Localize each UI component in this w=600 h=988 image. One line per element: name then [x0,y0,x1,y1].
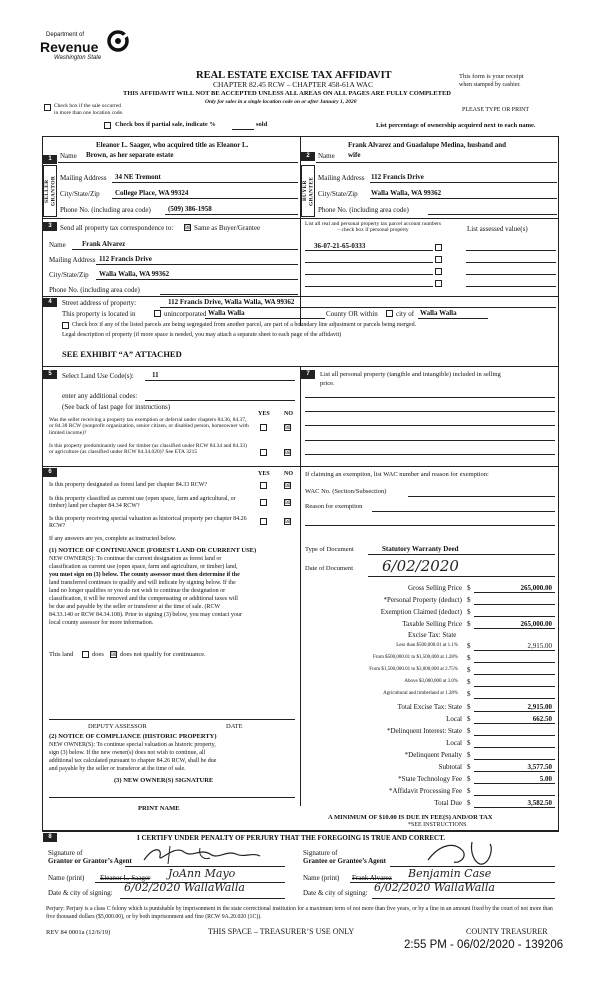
buyer-side-label: BUYER GRANTEE [302,176,315,206]
total-state-dollar: $ [467,703,471,711]
section-8-badge: 8 [43,833,57,842]
delinq-local-label: Local [446,739,462,747]
if-yes: If any answers are yes, complete as instructed below. [49,536,177,542]
yes-header-6: YES [258,471,270,477]
buyer-city-label: City/State/Zip [318,190,358,198]
tier-4-label: Above $3,000,000 at 3.0% [404,679,458,684]
partial-sale-label: Check box if partial sale, indicate % [115,121,216,128]
grantor-sig-label-2: Grantor or Grantor’s Agent [48,857,132,865]
notice-1-line: be due and payable by the seller or transferor at the time of sale. (RCW [49,604,221,610]
correspondence-label: Send all property tax correspondence to: [60,224,174,232]
notice-1-line: NEW OWNER(S): To continue the current designation as forest land or [49,556,222,562]
this-land-label: This land [49,651,74,658]
buyer-mailing: 112 Francis Drive [371,173,424,181]
seller-city: College Place, WA 99324 [115,189,189,197]
taxable-dollar: $ [467,620,471,628]
corr-city: Walla Walla, WA 99362 [99,270,170,278]
section-5-badge: 5 [43,370,57,379]
section-4-badge: 4 [43,298,57,307]
receipt-note-2: when stamped by cashier. [459,82,521,88]
total-state-value: 2,915.00 [527,703,552,711]
q6-3-yes-checkbox[interactable] [260,518,267,525]
deputy-assessor: DEPUTY ASSESSOR [88,723,147,730]
grantor-print-hw: JoAnn Mayo [168,867,236,880]
exemption-label: If claiming an exemption, list WAC number and reason for exemption: [305,471,489,478]
q6-3-no[interactable] [284,517,291,525]
grantee-sig-label-1: Signature of [303,849,338,857]
multi-location-checkbox[interactable] [44,104,51,111]
grantor-name-label: Name (print) [48,874,85,882]
notice-1-body [49,555,242,627]
wac-label: WAC No. (Section/Subsection) [305,488,387,495]
receipt-note: This form is your receipt [459,73,524,80]
q5-2-yes[interactable] [260,448,267,456]
new-owner-sig: (3) NEW OWNER(S) SIGNATURE [114,777,214,784]
same-as-checkbox[interactable]: ☒ [185,223,191,231]
additional-codes: enter any additional codes: [62,392,138,400]
parcel-pp-check-4[interactable] [435,279,442,287]
doc-date-value: 6/02/2020 [382,557,459,575]
unincorporated-label: unincorporated [164,310,207,318]
corr-mailing-label: Mailing Address [49,256,96,264]
multi-location-label: Check box if the sale occurred [54,103,122,109]
parcel-pp-checkbox-4[interactable] [435,280,442,287]
legal-desc-label: Legal description of property (if more space is needed, you may attach a separate sheet to each page of the affidavit) [62,332,342,338]
buyer-name-label: Name [318,152,335,160]
q5-1-no[interactable] [284,423,291,431]
seller-mailing-label: Mailing Address [60,174,107,182]
q5-2-yes-checkbox[interactable] [260,449,267,456]
county-value: Walla Walla [208,309,245,317]
total-due-label: Total Due [434,799,462,807]
corr-name: Frank Alvarez [82,240,126,248]
city-of-checkbox[interactable] [386,310,393,317]
grantee-print-struck: Frank Alvarez [352,874,392,882]
grantor-date-hw: 6/02/2020 WallaWalla [124,881,245,894]
q6-2: Is this property classified as current use (open space, farm and agricultural, or timber) land per chapter 84.34 RCW? [49,496,236,509]
land-use-label: Select Land Use Code(s): [62,372,134,380]
q6-1-no[interactable] [284,481,291,489]
buyer-mailing-label: Mailing Address [318,174,365,182]
minimum-due: A MINIMUM OF $10.00 IS DUE IN FEE(S) AND/OR TAX [328,814,493,821]
tech-fee-dollar: $ [467,775,471,783]
does-label: does [92,651,104,658]
notice-2-line: NEW OWNER(S): To continue special valuation as historic property, [49,742,216,748]
q5-1-yes[interactable] [260,423,267,431]
personal-property-label-2: price. [320,380,335,387]
tech-fee-value: 5.00 [539,775,552,783]
section-7-badge: 7 [301,370,315,379]
exemption-dollar: $ [467,608,471,616]
exemption-deduct-label: Exemption Claimed (deduct) [380,608,462,616]
q6-1-no-checkbox[interactable]: ☒ [285,481,291,489]
ownership-pct: List percentage of ownership acquired next to each name. [376,122,536,129]
grantor-signature [140,842,280,868]
q6-1-yes[interactable] [260,481,267,489]
notice-2-body [49,741,216,773]
located-in-label: This property is located in [62,310,136,318]
dor-logo [40,30,140,66]
q5-2-no-checkbox[interactable]: ☒ [285,448,291,456]
grantor-date-label: Date & city of signing: [48,889,113,897]
street-label: Street address of property: [62,299,137,307]
does-not-check[interactable] [110,650,117,658]
grantee-date-hw: 6/02/2020 WallaWalla [374,881,495,894]
partial-sale-check[interactable] [104,121,111,129]
segregated-check[interactable] [62,321,69,329]
notice-1-line: you must sign on (3) below. The county assessor must then determine if the [49,572,240,578]
delinq-state-label: *Delinquent Interest: State [386,727,462,735]
total-due-dollar: $ [467,799,471,807]
form-chapter: CHAPTER 82.45 RCW – CHAPTER 458-61A WAC [213,80,373,89]
notice-1-line: classification, it will be removed and the compensating or additional taxes will [49,596,238,602]
q6-3-yes[interactable] [260,517,267,525]
buyer-phone-label: Phone No. (including area code) [318,206,409,214]
assessed-header: List assessed value(s) [467,225,528,233]
unincorporated-check[interactable] [154,309,161,317]
local-dollar: $ [467,715,471,723]
gross-dollar: $ [467,584,471,592]
certify-statement: I CERTIFY UNDER PENALTY OF PERJURY THAT THE FOREGOING IS TRUE AND CORRECT. [137,834,446,842]
unincorporated-checkbox[interactable] [154,310,161,317]
yes-header-5: YES [258,411,270,417]
q5-1-yes-checkbox[interactable] [260,424,267,431]
tier-4-dollar: $ [467,678,471,686]
seller-name-2: Brown, as her separate estate [86,151,174,159]
parcel-pp-check-3[interactable] [435,267,442,275]
partial-sale-checkbox[interactable] [104,122,111,129]
q6-2-no[interactable] [284,498,291,506]
grantee-name-label: Name (print) [303,874,340,882]
grantee-date-label: Date & city of signing: [303,889,368,897]
same-as-check[interactable] [184,223,191,231]
city-value: Walla Walla [420,309,457,317]
dept-state: Washington State [54,55,102,61]
form-title: REAL ESTATE EXCISE TAX AFFIDAVIT [196,70,392,81]
segregated-checkbox[interactable] [62,322,69,329]
personal-dollar: $ [467,596,471,604]
city-of-check[interactable] [386,309,393,317]
delinq-state-dollar: $ [467,727,471,735]
personal-property-label: List all personal property (tangible and intangible) included in selling [320,371,501,378]
seller-name-1: Eleanor L. Saager, who acquired title as Eleanor L. [96,141,249,149]
delinq-local-dollar: $ [467,739,471,747]
deputy-date: DATE [226,723,243,730]
personal-deduct-label: *Personal Property (deduct) [383,596,462,604]
q6-2-yes-checkbox[interactable] [260,499,267,506]
cashier-stamp: 2:55 PM - 06/02/2020 - 139206 [404,939,564,951]
notice-1-line: land transferred continues to qualify and will indicate by signing below. If the [49,580,236,586]
taxable-label: Taxable Selling Price [402,620,462,628]
tier-5-dollar: $ [467,690,471,698]
exhibit-a: SEE EXHIBIT “A” ATTACHED [62,349,182,359]
multi-location-label-2: in more than one location code. [54,110,124,116]
form-only-for: Only for sales in a single location code on or after January 1, 2020 [205,99,357,105]
gross-value: 265,000.00 [520,584,552,592]
taxable-value: 265,000.00 [520,620,552,628]
subtotal-value: 3,577.50 [527,763,552,771]
notice-2-title: (2) NOTICE OF COMPLIANCE (HISTORIC PROPERTY) [49,733,217,740]
perjury-notice: Perjury: Perjury is a class C felony which is punishable by imprisonment in the state correctional institution for a maximum term of not more than five years, or by a fine in an amount fixed by the court of not more than five thousand dollars ($5,000.00), or by both imprisonment and fine (RCW 9A.20.020 (1C)). [46,906,553,920]
section-2-badge: 2 [301,152,315,161]
does-not-label: does not qualify for continuance. [120,651,206,658]
notice-1-line: 84.33.140 or RCW 84.34.108). Prior to signing (3) below, you may contact your [49,612,242,618]
tier-1-dollar: $ [467,642,471,650]
delinq-penalty-label: *Delinquent Penalty [404,751,462,759]
street-value: 112 Francis Drive, Walla Walla, WA 99362 [168,298,295,306]
corr-name-label: Name [49,241,66,249]
corr-phone-label: Phone No. (including area code) [49,286,140,294]
q5-2-no[interactable] [284,448,291,456]
corr-city-label: City/State/Zip [49,271,89,279]
gross-label: Gross Selling Price [407,584,462,592]
q5-1-no-checkbox[interactable]: ☒ [285,423,291,431]
seller-phone-label: Phone No. (including area code) [60,206,151,214]
dor-swirl-icon [106,30,130,52]
notice-1-line: classification as current use (open space, farm and agriculture, or timber) land, [49,564,238,570]
section-3-badge: 3 [43,222,57,231]
print-name: PRINT NAME [138,805,180,812]
delinq-penalty-dollar: $ [467,751,471,759]
no-header-5: NO [284,411,293,417]
affidavit-fee-dollar: $ [467,787,471,795]
corr-mailing: 112 Francis Drive [99,255,152,263]
parcel-pp-checkbox-3[interactable] [435,268,442,275]
dept-small: Department of [46,32,85,38]
doc-type-label: Type of Document [305,546,354,553]
q5-2: Is this property predominantly used for timber (as classified under RCW 84.34 and 84.33) or agriculture (as classified under RCW 84.34.020)? See ETA 3215 [49,443,248,456]
doc-date-label: Date of Document [305,565,354,572]
city-of-label: city of [396,310,415,318]
parcel-pp-check-2[interactable] [435,255,442,263]
grantee-signature [420,838,530,868]
segregated-label: Check box if any of the listed parcels are being segregated from another parcel, are part of a boundary line adjustment or parcels being merged. [72,322,417,328]
does-checkbox[interactable] [82,651,89,658]
total-state-label: Total Excise Tax: State [397,703,462,711]
parcel-pp-check-1[interactable] [435,243,442,251]
q6-2-no-checkbox[interactable]: ☒ [285,498,291,506]
multi-location-check[interactable] [44,103,51,111]
see-back: (See back of last page for instructions) [62,403,171,411]
see-instructions: *SEE INSTRUCTIONS [408,822,467,828]
buyer-name-1: Frank Alvarez and Guadalupe Medina, husband and [348,141,507,149]
q6-1-yes-checkbox[interactable] [260,482,267,489]
tier-5-label: Agricultural and timberland at 1.28% [383,691,458,696]
subtotal-label: Subtotal [438,763,462,771]
q6-3: Is this property receiving special valuation as historical property per chapter 84.26 RCW? [49,516,247,529]
local-label: Local [446,715,462,723]
treasurer-use: THIS SPACE – TREASURER’S USE ONLY [208,927,355,936]
notice-2-line: additional tax calculated pursuant to chapter 84.26 RCW, shall be due [49,758,217,764]
parcel-number: 36-07-21-65-0333 [314,242,366,250]
form-rev: REV 84 0001a (12/6/19) [46,929,111,936]
does-not-checkbox[interactable]: ☒ [111,650,117,658]
section-1-badge: 1 [43,155,57,164]
dept-name: Revenue [40,39,99,55]
county-treasurer: COUNTY TREASURER [466,927,548,936]
notice-1-line: land no longer qualifies or you do not wish to continue the designation or [49,588,226,594]
reason-label: Reason for exemption [305,503,363,510]
no-header-6: NO [284,471,293,477]
tech-fee-label: *State Technology Fee [398,775,462,783]
seller-name-label: Name [60,152,77,160]
q5-1: Was the seller receiving a property tax exemption or deferral under chapters 84.36, 84.37, or 84.38 RCW (nonprofit organization, senior citizen, or disabled person, homeowner with limited income)? [49,417,249,436]
doc-type-value: Statutory Warranty Deed [382,545,459,553]
tier-1-value: 2,915.00 [527,642,552,650]
buyer-name-2: wife [348,151,361,159]
excise-state-label: Excise Tax: State [408,631,457,639]
subtotal-dollar: $ [467,763,471,771]
q6-2-yes[interactable] [260,498,267,506]
seller-phone: (509) 386-1958 [168,205,212,213]
partial-sold: sold [256,121,268,128]
tier-2-dollar: $ [467,654,471,662]
tier-3-label: From $1,500,000.01 to $3,000,000 at 2.75% [369,667,458,672]
seller-mailing: 34 NE Tremont [115,173,161,181]
seller-city-label: City/State/Zip [60,190,100,198]
tier-1-label: Less than $500,000.01 at 1.1% [396,643,458,648]
parcel-pp-checkbox-2[interactable] [435,256,442,263]
type-print: PLEASE TYPE OR PRINT [462,107,530,113]
seller-side-label: SELLER GRANTOR [44,175,57,207]
tier-2-label: From $500,000.01 to $1,500,000 at 1.28% [373,655,458,660]
same-as-label: Same as Buyer/Grantee [194,224,261,232]
buyer-city: Walla Walla, WA 99362 [371,189,442,197]
affidavit-fee-label: *Affidavit Processing Fee [389,787,462,795]
notice-2-line: and payable by the seller or transferor at the time of sale. [49,766,186,772]
county-or-label: County OR within [326,310,378,318]
notice-1-title: (1) NOTICE OF CONTINUANCE (FOREST LAND OR CURRENT USE) [49,547,257,554]
does-check[interactable] [82,650,89,658]
land-use-value: 11 [152,371,159,379]
q6-1: Is this property designated as forest land per chapter 84.33 RCW? [49,482,208,488]
section-6-badge: 6 [43,468,57,477]
parcel-pp-checkbox-1[interactable] [435,244,442,251]
q6-3-no-checkbox[interactable]: ☒ [285,517,291,525]
notice-2-line: sign (3) below. If the new owner(s) does not wish to continue, all [49,750,206,756]
form-notice: THIS AFFIDAVIT WILL NOT BE ACCEPTED UNLESS ALL AREAS ON ALL PAGES ARE FULLY COMPLETED [123,90,451,97]
parcel-header: List all real and personal property tax parcel account numbers – check box if personal property [304,221,442,234]
notice-1-line: local county assessor for more information. [49,620,154,626]
local-value: 662.50 [532,715,552,723]
tier-3-dollar: $ [467,666,471,674]
grantee-sig-label-2: Grantee or Grantee’s Agent [303,857,387,865]
grantor-print-struck: Eleanor L. Saager [100,874,151,882]
total-due-value: 3,582.50 [527,799,552,807]
grantee-print-hw: Benjamin Case [408,867,492,880]
grantor-sig-label-1: Signature of [48,849,83,857]
